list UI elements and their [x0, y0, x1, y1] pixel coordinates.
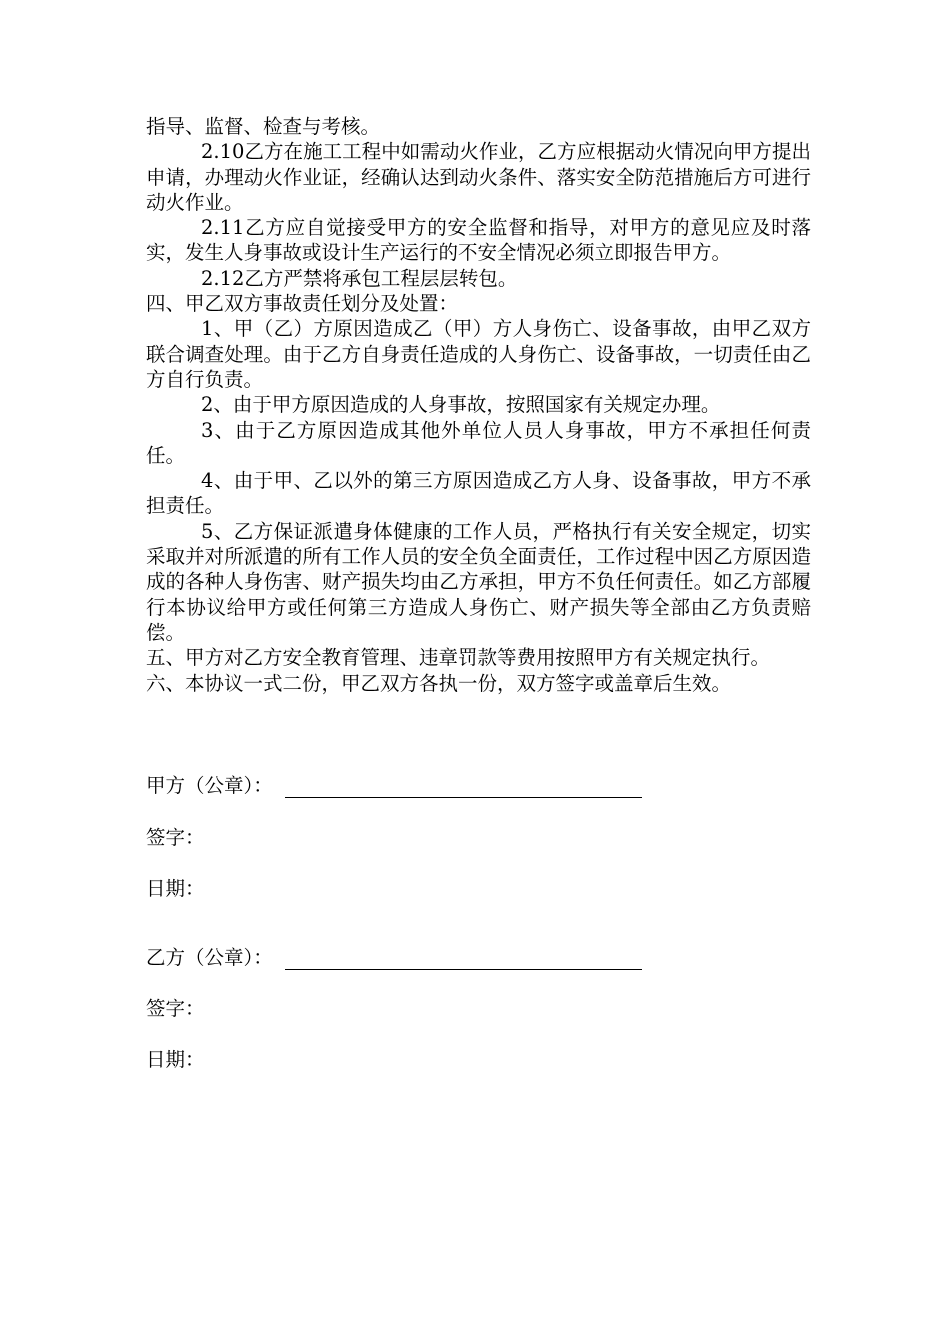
party-b-seal-row — [146, 945, 642, 970]
paragraph: 1、甲（乙）方原因造成乙（甲）方人身伤亡、设备事故，由甲乙双方联合调查处理。由于乙方自身责任造成的人身伤亡、设备事故，一切责任由乙方自行负责。 — [146, 317, 811, 391]
party-b-sign-row — [146, 996, 205, 1021]
party-a-sign-row — [146, 825, 205, 850]
party-b-date-label: 日期： — [146, 1048, 205, 1071]
section-heading: 四、甲乙双方事故责任划分及处置： — [146, 292, 459, 316]
paragraph: 5、乙方保证派遣身体健康的工作人员，严格执行有关安全规定，切实采取并对所派遣的所有工作人员的安全负全面责任，工作过程中因乙方原因造成的各种人身伤害、财产损失均由乙方承担，甲方不负任何责任。如乙方部履行本协议给甲方或任何第三方造成人身伤亡、财产损失等全部由乙方负责赔偿。 — [146, 519, 811, 644]
paragraph: 2.12乙方严禁将承包工程层层转包。 — [201, 266, 518, 290]
party-b-date-row — [146, 1047, 205, 1072]
party-a-seal-line[interactable] — [285, 775, 642, 798]
party-a-seal-label: 甲方（公章）： — [146, 774, 273, 797]
paragraph: 3、由于乙方原因造成其他外单位人员人身事故，甲方不承担任何责任。 — [146, 418, 811, 467]
party-a-sign-label: 签字： — [146, 826, 205, 849]
paragraph: 指导、监督、检查与考核。 — [146, 115, 381, 138]
party-b-sign-label: 签字： — [146, 997, 205, 1020]
paragraph: 2.10乙方在施工工程中如需动火作业，乙方应根据动火情况向甲方提出申请，办理动火作业证，经确认达到动火条件、落实安全防范措施后方可进行动火作业。 — [146, 140, 811, 214]
party-a-seal-row — [146, 773, 642, 798]
party-a-date-row — [146, 876, 205, 901]
party-b-seal-label: 乙方（公章）： — [146, 946, 273, 969]
section-heading: 六、本协议一式二份，甲乙双方各执一份，双方签字或盖章后生效。 — [146, 671, 732, 695]
document-body — [146, 114, 811, 696]
paragraph: 2、由于甲方原因造成的人身事故，按照国家有关规定办理。 — [201, 393, 721, 417]
party-b-seal-line[interactable] — [285, 947, 642, 970]
paragraph: 2.11乙方应自觉接受甲方的安全监督和指导，对甲方的意见应及时落实，发生人身事故或设计生产运行的不安全情况必须立即报告甲方。 — [146, 216, 811, 265]
paragraph: 4、由于甲、乙以外的第三方原因造成乙方人身、设备事故，甲方不承担责任。 — [146, 469, 811, 518]
party-a-date-label: 日期： — [146, 877, 205, 900]
section-heading: 五、甲方对乙方安全教育管理、违章罚款等费用按照甲方有关规定执行。 — [146, 646, 771, 670]
